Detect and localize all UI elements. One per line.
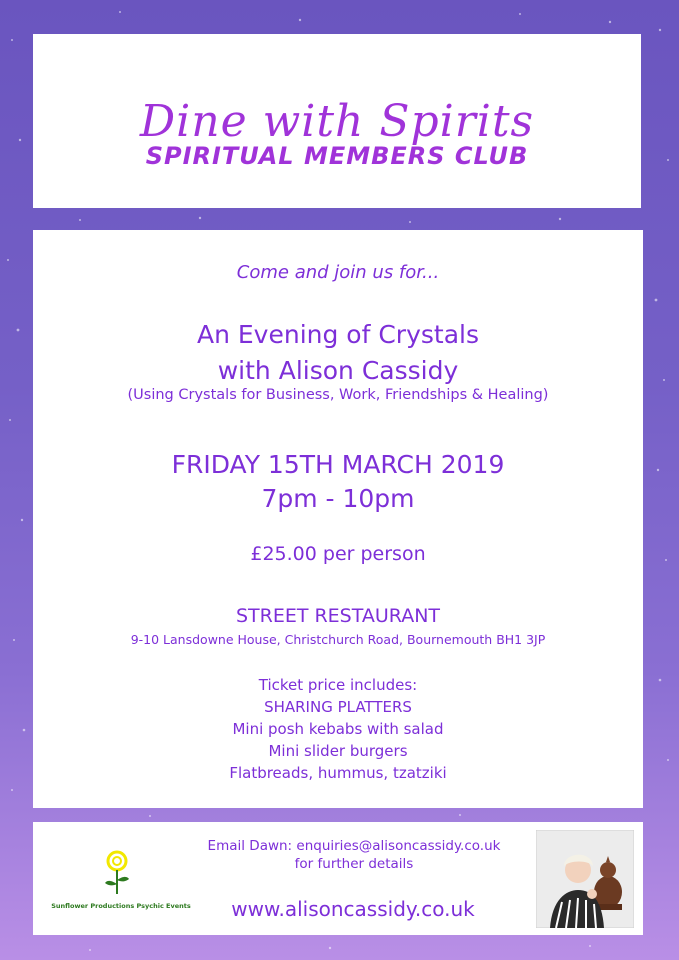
menu-item: Flatbreads, hummus, tzatziki bbox=[229, 764, 447, 782]
header-panel bbox=[33, 34, 641, 208]
event-note: (Using Crystals for Business, Work, Friendships & Healing) bbox=[127, 387, 549, 403]
email-line[interactable]: Email Dawn: enquiries@alisoncassidy.co.uk bbox=[207, 838, 501, 854]
invite-text: Come and join us for... bbox=[236, 262, 440, 283]
includes-heading: Ticket price includes: bbox=[258, 676, 418, 694]
event-title-line2: with Alison Cassidy bbox=[217, 356, 459, 385]
page-title: Dine with Spirits bbox=[139, 96, 535, 147]
footer-panel bbox=[33, 822, 643, 935]
event-time: 7pm - 10pm bbox=[261, 484, 415, 513]
sunflower-logo-icon bbox=[101, 850, 133, 896]
company-name: Sunflower Productions Psychic Events bbox=[51, 902, 191, 910]
email-line-2: for further details bbox=[294, 856, 414, 872]
venue-name: STREET RESTAURANT bbox=[235, 605, 441, 627]
event-details-panel bbox=[33, 230, 643, 808]
event-title-line1: An Evening of Crystals bbox=[196, 320, 479, 349]
website-link[interactable]: www.alisoncassidy.co.uk bbox=[231, 897, 475, 921]
event-price: £25.00 per person bbox=[250, 543, 426, 565]
club-subtitle: SPIRITUAL MEMBERS CLUB bbox=[145, 142, 529, 170]
host-photo-image bbox=[536, 830, 634, 928]
menu-item: SHARING PLATTERS bbox=[264, 698, 412, 716]
menu-item: Mini posh kebabs with salad bbox=[232, 720, 444, 738]
menu-item: Mini slider burgers bbox=[268, 742, 408, 760]
venue-address: 9-10 Lansdowne House, Christchurch Road, Bournemouth BH1 3JP bbox=[130, 632, 546, 647]
event-date: FRIDAY 15TH MARCH 2019 bbox=[171, 450, 505, 479]
